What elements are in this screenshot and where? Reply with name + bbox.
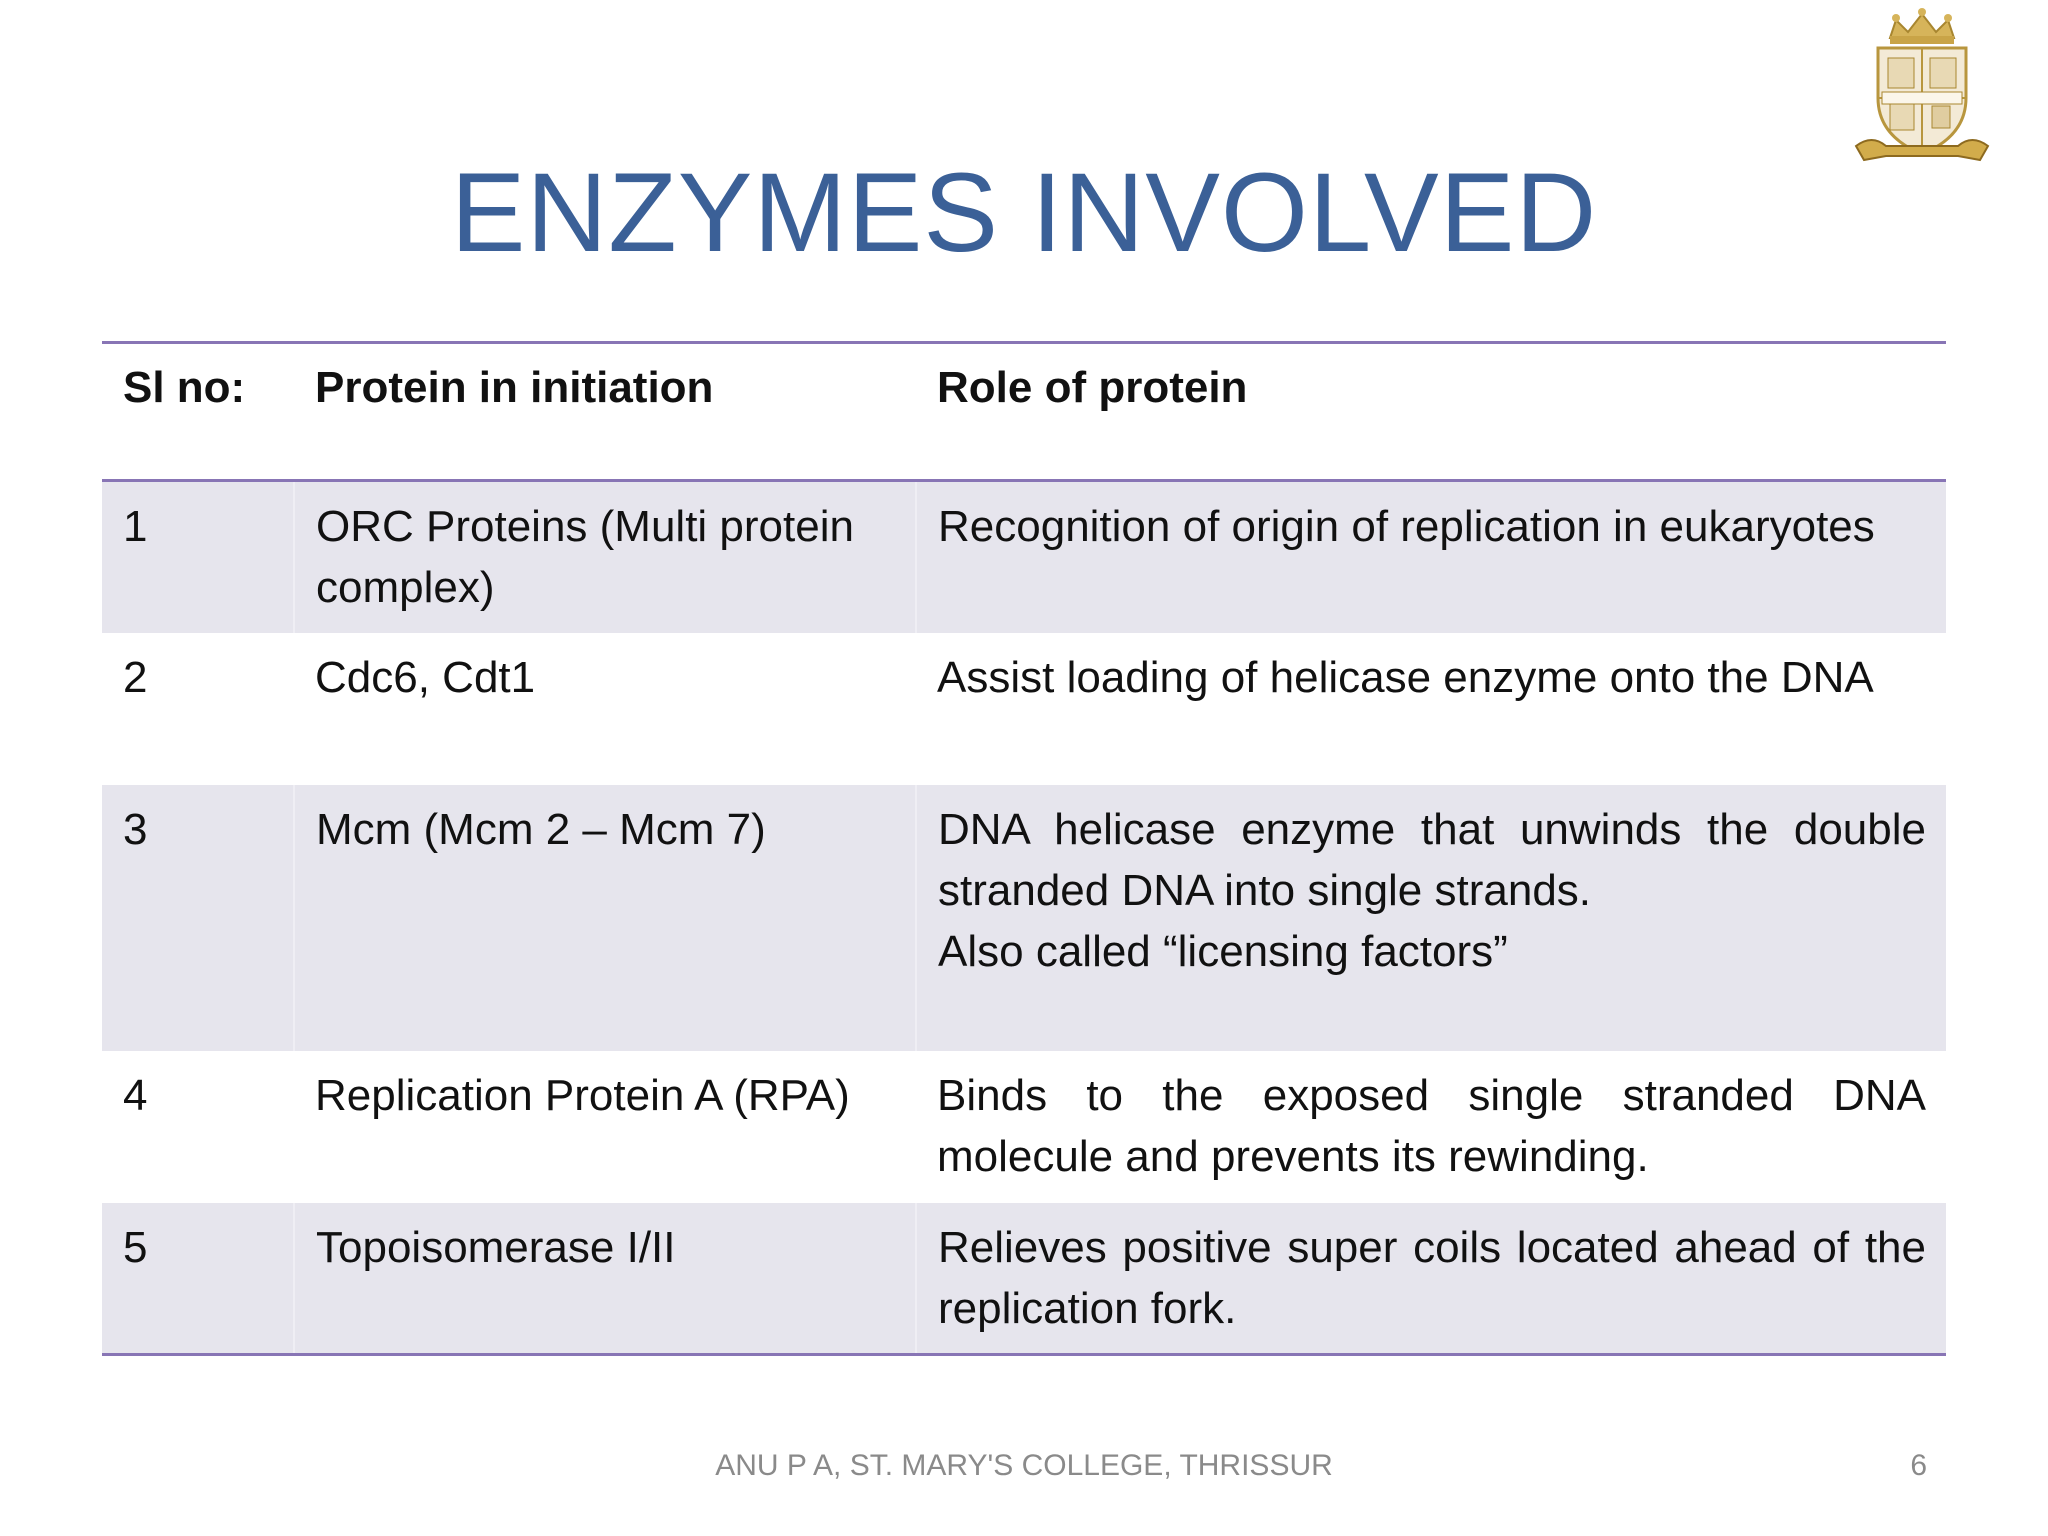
table-row — [102, 785, 1946, 1051]
cell-sl-no: 3 — [123, 804, 148, 854]
cell-protein: Cdc6, Cdt1 — [315, 652, 536, 702]
cell-sl-no: 1 — [123, 502, 148, 551]
table-row — [102, 1051, 1946, 1203]
table-row — [102, 481, 1946, 633]
cell-role: Recognition of origin of replication in eukaryotes — [916, 481, 1946, 633]
cell-role — [916, 785, 1946, 1051]
enzyme-table — [102, 341, 1946, 1356]
role-line: Also called “licensing factors” — [938, 926, 1508, 976]
cell-role: Assist loading of helicase enzyme onto the DNA — [937, 652, 1874, 702]
slide-title: ENZYMES INVOLVED — [450, 150, 1598, 275]
page-number: 6 — [1910, 1449, 1927, 1482]
cell-sl-no: 2 — [123, 652, 148, 702]
cell-role: Relieves positive super coils located ahead of the replication fork. — [916, 1203, 1946, 1355]
cell-role: Binds to the exposed single stranded DNA molecule and prevents its rewinding. — [937, 1070, 1926, 1181]
header-role: Role of protein — [937, 363, 1248, 412]
slide-footer: ANU P A, ST. MARY'S COLLEGE, THRISSUR — [715, 1449, 1333, 1482]
college-crest-logo-icon — [1852, 6, 1992, 171]
table-header-row — [102, 343, 1946, 481]
enzyme-table-grid — [102, 341, 1946, 1356]
header-protein: Protein in initiation — [315, 363, 714, 412]
cell-protein: Mcm (Mcm 2 – Mcm 7) — [294, 785, 916, 1051]
role-line: DNA helicase enzyme that unwinds the double stranded DNA into single strands. — [938, 804, 1926, 915]
cell-sl-no: 5 — [123, 1222, 148, 1272]
cell-sl-no: 4 — [123, 1070, 148, 1120]
table-row — [102, 1203, 1946, 1355]
header-sl-no: Sl no: — [123, 363, 246, 412]
cell-protein: Topoisomerase I/II — [294, 1203, 916, 1355]
table-row — [102, 633, 1946, 785]
cell-protein: ORC Proteins (Multi protein complex) — [294, 481, 916, 633]
cell-protein: Replication Protein A (RPA) — [315, 1070, 850, 1120]
